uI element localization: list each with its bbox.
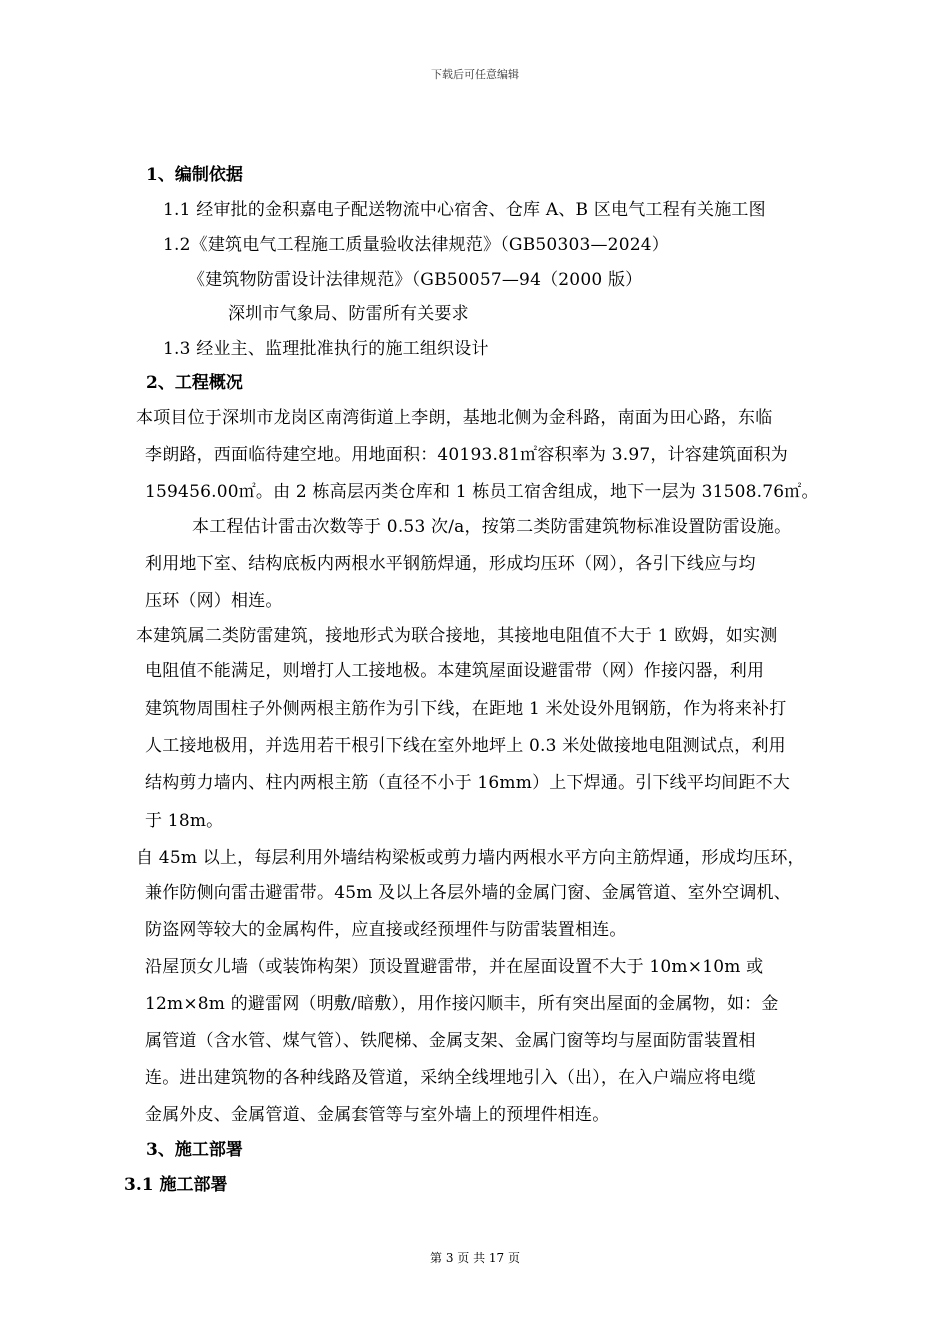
text-line: 金属外皮、金属管道、金属套管等与室外墙上的预埋件相连。 [145, 1105, 610, 1125]
page-header: 下载后可任意编辑 [431, 68, 519, 81]
text-line: 人工接地极用，并选用若干根引下线在室外地坪上 0.3 米处做接地电阻测试点，利用 [145, 736, 786, 756]
text-line: 结构剪力墙内、柱内两根主筋（直径不小于 16mm）上下焊通。引下线平均间距不大 [145, 773, 791, 793]
text-line: 压环（网）相连。 [145, 591, 283, 611]
text-line: 属管道（含水管、煤气管）、铁爬梯、金属支架、金属门窗等均与屋面防雷装置相 [145, 1031, 756, 1051]
text-line: 李朗路，西面临待建空地。用地面积：40193.81㎡容积率为 3.97，计容建筑面积为 [145, 445, 788, 465]
text-line: 防盗网等较大的金属构件，应直接或经预埋件与防雷装置相连。 [145, 920, 627, 940]
page-footer: 第 3 页 共 17 页 [430, 1251, 520, 1265]
subsection-heading: 3.1 施工部署 [124, 1175, 228, 1195]
text-line: 利用地下室、结构底板内两根水平钢筋焊通，形成均压环（网），各引下线应与均 [145, 554, 756, 574]
text-line: 本建筑属二类防雷建筑，接地形式为联合接地，其接地电阻值不大于 1 欧姆，如实测 [136, 626, 778, 646]
text-line: 于 18m。 [145, 811, 224, 831]
text-line: 本项目位于深圳市龙岗区南湾街道上李朗，基地北侧为金科路，南面为田心路，东临 [136, 408, 773, 428]
text-line: 1.3 经业主、监理批准执行的施工组织设计 [163, 339, 489, 359]
text-line: 电阻值不能满足，则增打人工接地极。本建筑屋面设避雷带（网）作接闪器，利用 [145, 661, 765, 681]
text-line: 本工程估计雷击次数等于 0.53 次/a，按第二类防雷建筑物标准设置防雷设施。 [192, 517, 792, 537]
text-line: 自 45m 以上，每层利用外墙结构梁板或剪力墙内两根水平方向主筋焊通，形成均压环， [136, 848, 805, 868]
text-line: 连。进出建筑物的各种线路及管道，采纳全线埋地引入（出），在入户端应将电缆 [145, 1068, 756, 1088]
text-line: 159456.00㎡。由 2 栋高层丙类仓库和 1 栋员工宿舍组成，地下一层为 31508.76㎡。 [145, 482, 819, 502]
text-line: 深圳市气象局、防雷所有关要求 [228, 304, 469, 324]
text-line: 沿屋顶女儿墙（或装饰构架）顶设置避雷带，并在屋面设置不大于 10m×10m 或 [145, 957, 764, 977]
section-heading: 2、工程概况 [146, 373, 243, 393]
text-line: 12m×8m 的避雷网（明敷/暗敷），用作接闪顺丰，所有突出屋面的金属物，如：金 [145, 994, 779, 1014]
text-line: 兼作防侧向雷击避雷带。45m 及以上各层外墙的金属门窗、金属管道、室外空调机、 [145, 883, 791, 903]
text-line: 建筑物周围柱子外侧两根主筋作为引下线，在距地 1 米处设外甩钢筋，作为将来补打 [145, 699, 787, 719]
text-line: 1.2《建筑电气工程施工质量验收法律规范》（GB50303—2024） [163, 235, 669, 255]
text-line: 《建筑物防雷设计法律规范》（GB50057—94（2000 版） [188, 270, 643, 290]
section-heading: 1、编制依据 [146, 165, 243, 185]
text-line: 1.1 经审批的金积嘉电子配送物流中心宿舍、仓库 A、B 区电气工程有关施工图 [163, 200, 766, 220]
section-heading: 3、施工部署 [146, 1140, 243, 1160]
